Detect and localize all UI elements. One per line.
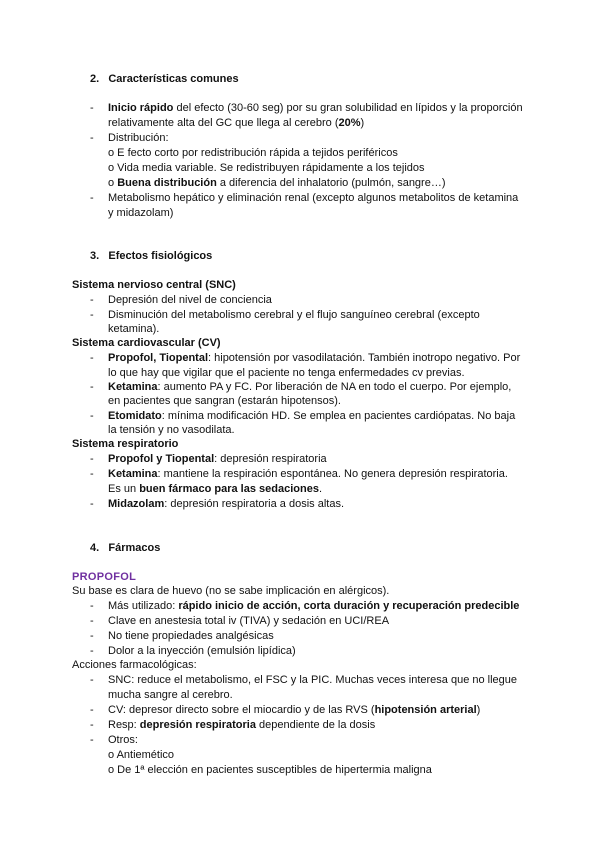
bullet-dash: - xyxy=(90,453,94,465)
list-item: Inicio rápido del efecto (30-60 seg) por su gran solubilidad en lípidos y la proporción xyxy=(108,102,523,114)
sub-item: o De 1ª elección en pacientes susceptibles de hipertermia maligna xyxy=(108,764,432,776)
sub-item: o Antiemético xyxy=(108,749,175,761)
list-item-continuation: Es un buen fármaco para las sedaciones. xyxy=(108,483,322,495)
bullet-dash: - xyxy=(90,132,94,144)
section-title: Características comunes xyxy=(108,73,239,85)
paragraph: Su base es clara de huevo (no se sabe implicación en alérgicos). xyxy=(72,585,390,597)
section-4-heading xyxy=(90,541,160,556)
bullet-dash: - xyxy=(90,352,94,364)
list-item: Propofol y Tiopental: depresión respiratoria xyxy=(108,453,327,465)
bullet-dash: - xyxy=(90,498,94,510)
list-item: Propofol, Tiopental: hipotensión por vasodilatación. También inotropo negativo. Por xyxy=(108,352,521,364)
bullet-dash: - xyxy=(90,734,94,746)
section-title: Fármacos xyxy=(108,542,161,554)
bullet-dash: - xyxy=(90,102,94,114)
bullet-dash: - xyxy=(90,381,94,393)
bullet-dash: - xyxy=(90,468,94,480)
bullet-dash: - xyxy=(90,294,94,306)
sub-item: o Vida media variable. Se redistribuyen rápidamente a los tejidos xyxy=(108,162,425,174)
section-number: 3. xyxy=(90,250,100,262)
list-item: Más utilizado: rápido inicio de acción, corta duración y recuperación predecible xyxy=(108,600,520,612)
bullet-dash: - xyxy=(90,630,94,642)
bullet-dash: - xyxy=(90,309,94,321)
list-item: Disminución del metabolismo cerebral y el flujo sanguíneo cerebral (excepto xyxy=(108,309,480,321)
list-item: SNC: reduce el metabolismo, el FSC y la PIC. Muchas veces interesa que no llegue xyxy=(108,674,518,686)
list-item: Clave en anestesia total iv (TIVA) y sedación en UCI/REA xyxy=(108,615,390,627)
list-item: Ketamina: aumento PA y FC. Por liberación de NA en todo el cuerpo. Por ejemplo, xyxy=(108,381,512,393)
list-item-continuation: lo que hay que vigilar que el paciente no tenga enfermedades cv previas. xyxy=(108,367,465,379)
list-item: Resp: depresión respiratoria dependiente de la dosis xyxy=(108,719,376,731)
list-item: Midazolam: depresión respiratoria a dosis altas. xyxy=(108,498,344,510)
list-item-continuation: y midazolam) xyxy=(108,207,174,219)
bullet-dash: - xyxy=(90,704,94,716)
section-2-heading xyxy=(90,72,239,87)
list-item: Metabolismo hepático y eliminación renal (excepto algunos metabolitos de ketamina xyxy=(108,192,519,204)
bullet-dash: - xyxy=(90,645,94,657)
bullet-dash: - xyxy=(90,719,94,731)
bullet-dash: - xyxy=(90,674,94,686)
sub-item: o Buena distribución a diferencia del inhalatorio (pulmón, sangre…) xyxy=(108,177,446,189)
list-item: No tiene propiedades analgésicas xyxy=(108,630,274,642)
section-title: Efectos fisiológicos xyxy=(108,250,213,262)
list-item: Dolor a la inyección (emulsión lipídica) xyxy=(108,645,296,657)
subsection-heading: Sistema cardiovascular (CV) xyxy=(72,337,221,349)
list-item: Otros: xyxy=(108,734,138,746)
list-item-continuation: relativamente alta del GC que llega al cerebro (20%) xyxy=(108,117,365,129)
subsection-heading: Sistema respiratorio xyxy=(72,438,179,450)
subsection-heading: Sistema nervioso central (SNC) xyxy=(72,279,236,291)
sub-item: o E fecto corto por redistribución rápida a tejidos periféricos xyxy=(108,147,398,159)
list-item: Ketamina: mantiene la respiración espontánea. No genera depresión respiratoria. xyxy=(108,468,508,480)
list-item-continuation: la tensión y no vasodilata. xyxy=(108,424,235,436)
list-item: Etomidato: mínima modificación HD. Se emplea en pacientes cardiópatas. No baja xyxy=(108,410,516,422)
section-number: 2. xyxy=(90,73,100,85)
list-item-continuation: ketamina). xyxy=(108,323,160,335)
bullet-dash: - xyxy=(90,615,94,627)
paragraph: Acciones farmacológicas: xyxy=(72,659,197,671)
bullet-dash: - xyxy=(90,600,94,612)
list-item: Depresión del nivel de conciencia xyxy=(108,294,272,306)
list-item: CV: depresor directo sobre el miocardio y de las RVS (hipotensión arterial) xyxy=(108,704,481,716)
list-item: Distribución: xyxy=(108,132,169,144)
bullet-dash: - xyxy=(90,192,94,204)
bullet-dash: - xyxy=(90,410,94,422)
section-3-heading xyxy=(90,249,212,264)
list-item-continuation: mucha sangre al cerebro. xyxy=(108,689,233,701)
drug-heading: PROPOFOL xyxy=(72,571,137,583)
section-number: 4. xyxy=(90,542,100,554)
list-item-continuation: en pacientes que sangran (estarán hipotensos). xyxy=(108,395,341,407)
